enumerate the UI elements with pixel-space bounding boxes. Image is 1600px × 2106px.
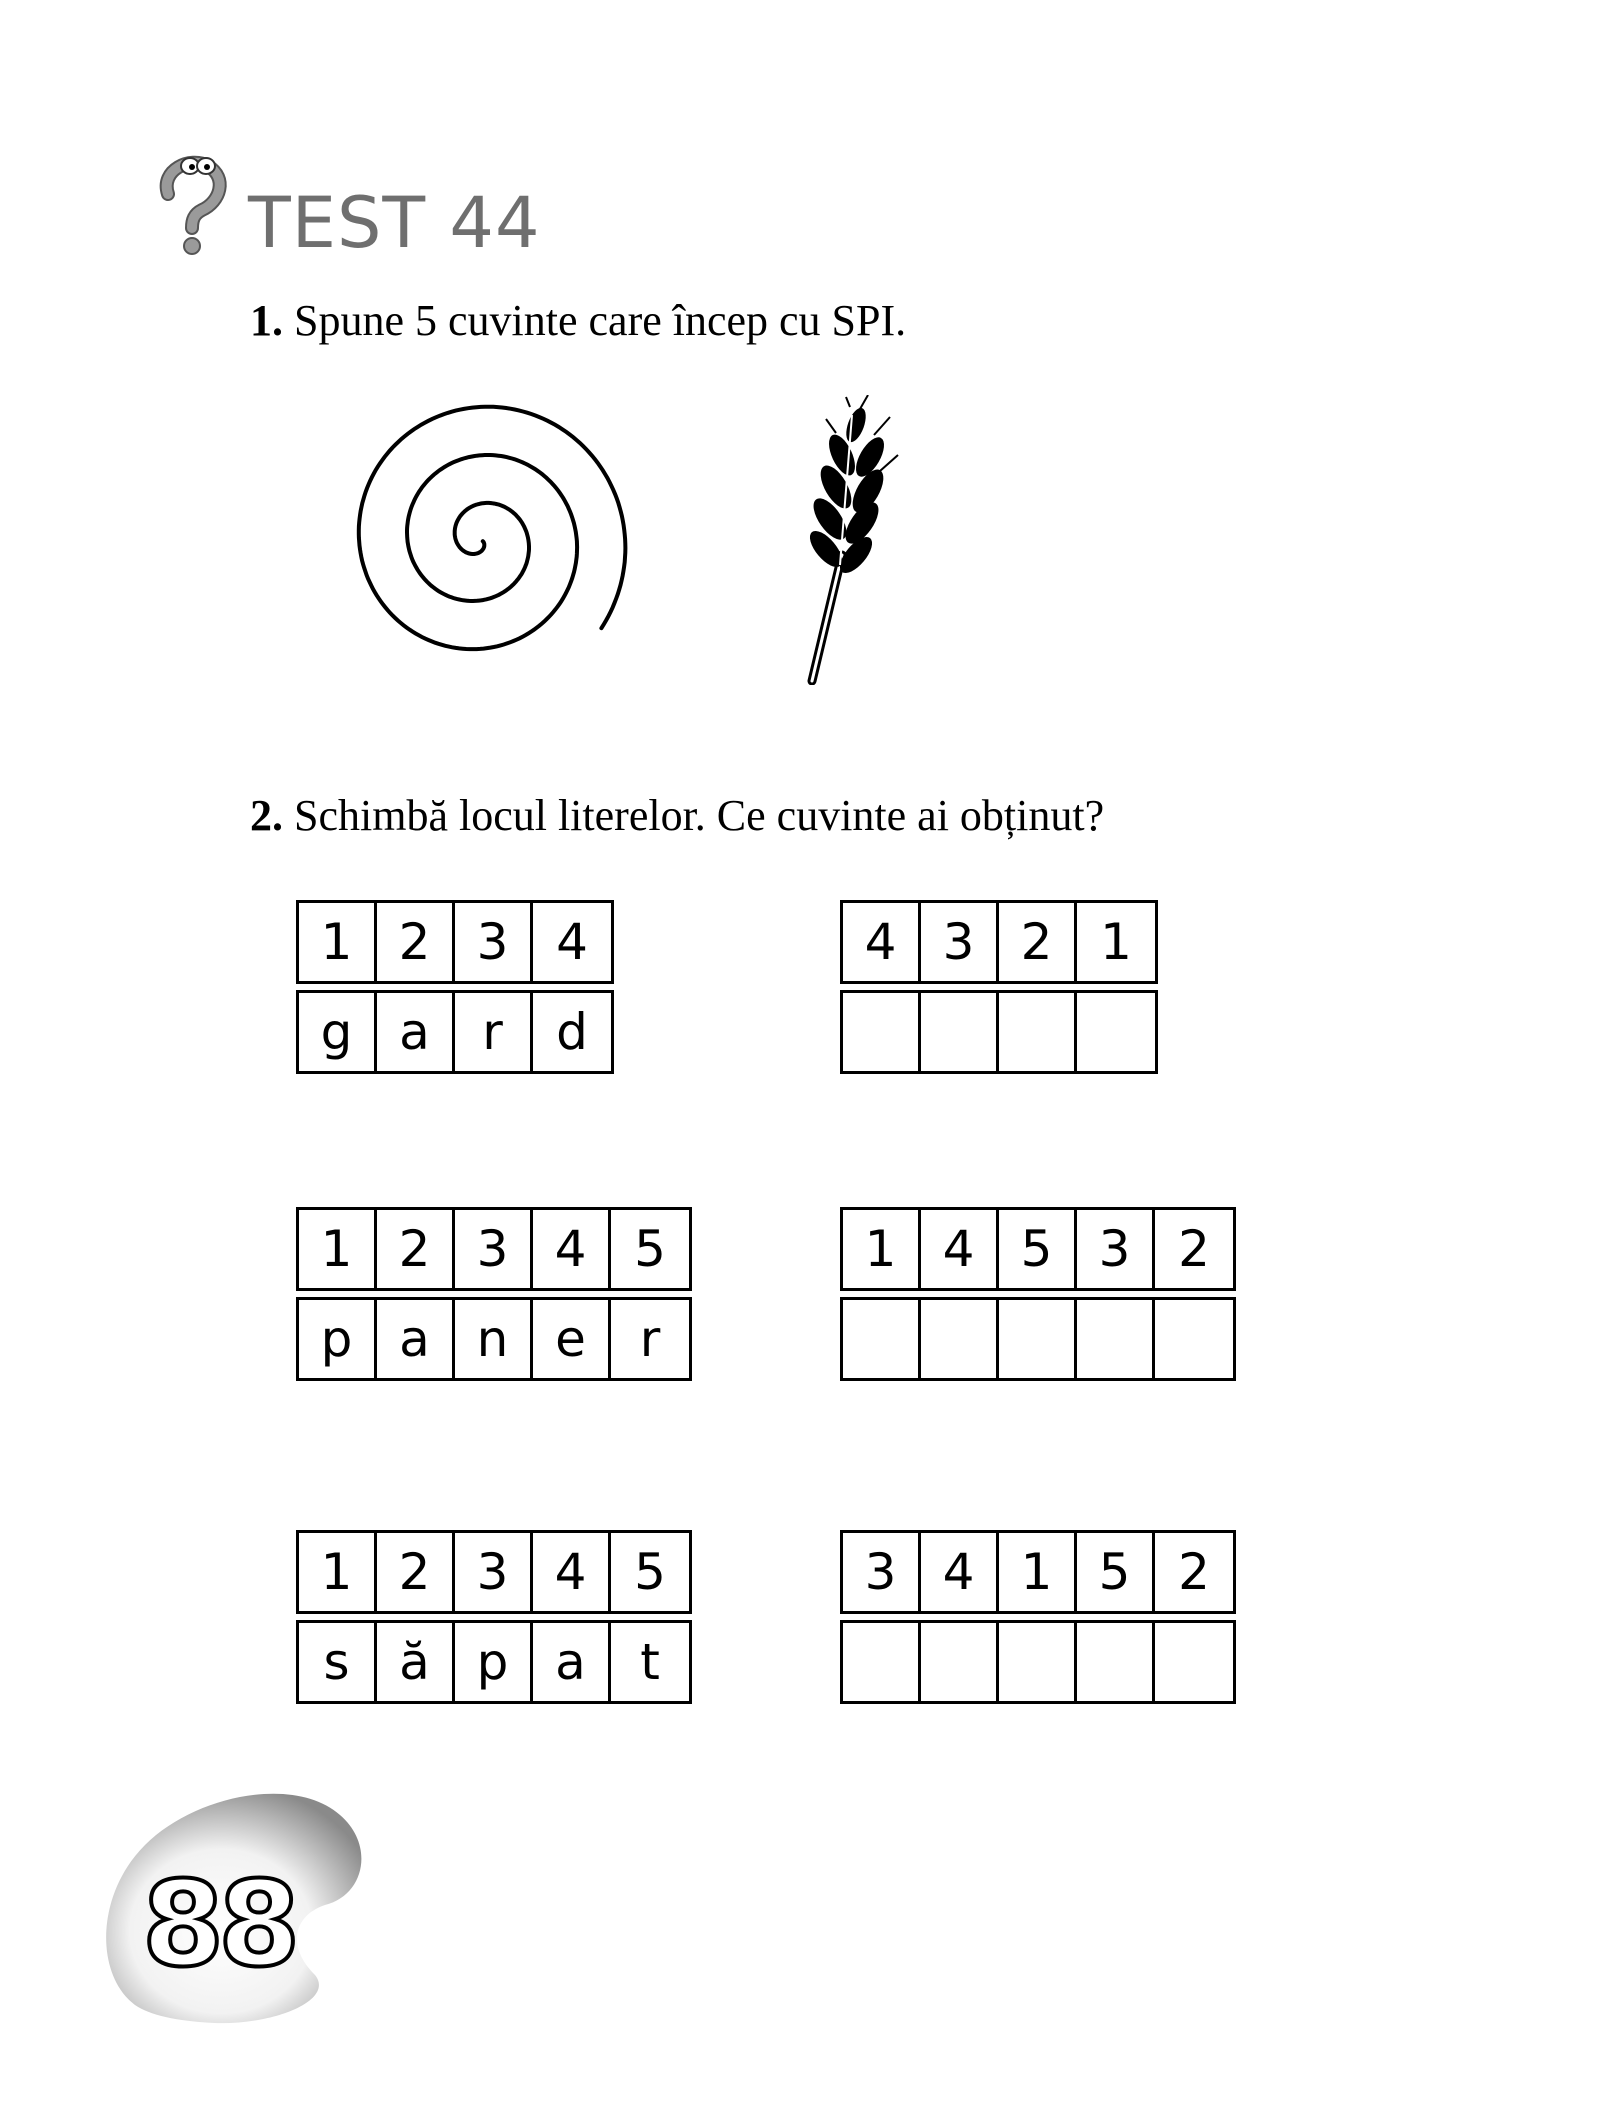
number-cell: 5	[1077, 1533, 1155, 1611]
letter-cell: a	[533, 1623, 611, 1701]
letter-cell: a	[377, 993, 455, 1071]
page-number: 88	[142, 1855, 295, 1993]
number-cell: 2	[377, 903, 455, 981]
number-cell: 4	[533, 1210, 611, 1288]
number-cell: 2	[377, 1210, 455, 1288]
question-mark-mascot-icon	[150, 150, 230, 260]
letter-cell: g	[299, 993, 377, 1071]
number-cell: 5	[634, 1220, 666, 1278]
letter-cell: r	[639, 1310, 661, 1368]
source-letter-row-2	[296, 1297, 692, 1381]
exercise-1-instruction	[250, 295, 906, 346]
letter-cell: d	[556, 1003, 588, 1061]
number-cell: 3	[843, 1533, 921, 1611]
number-cell: 1	[299, 903, 377, 981]
number-cell: 4	[921, 1210, 999, 1288]
answer-cell[interactable]	[999, 1300, 1077, 1378]
answer-cell[interactable]	[999, 1623, 1077, 1701]
letter-cell: p	[299, 1300, 377, 1378]
number-cell: 3	[455, 1210, 533, 1288]
answer-letter-row-1	[840, 990, 1158, 1074]
spiral-icon	[300, 385, 660, 695]
exercise-2-instruction	[250, 790, 1104, 841]
number-cell: 3	[455, 1533, 533, 1611]
answer-cell[interactable]	[843, 993, 921, 1071]
number-cell: 1	[999, 1533, 1077, 1611]
number-cell: 2	[377, 1533, 455, 1611]
number-cell: 3	[921, 903, 999, 981]
number-cell: 1	[1100, 913, 1132, 971]
number-cell: 2	[1178, 1220, 1210, 1278]
number-cell: 5	[999, 1210, 1077, 1288]
target-number-row-2	[840, 1207, 1236, 1291]
exercise-2-number: 2.	[250, 791, 283, 840]
answer-letter-row-3	[840, 1620, 1236, 1704]
answer-cell[interactable]	[921, 1623, 999, 1701]
letter-cell: p	[455, 1623, 533, 1701]
source-letter-row-1	[296, 990, 614, 1074]
number-cell: 2	[1178, 1543, 1210, 1601]
exercise-2-text: Schimbă locul literelor. Ce cuvinte ai obținut?	[283, 791, 1105, 840]
number-cell: 4	[556, 913, 588, 971]
exercise-1-number: 1.	[250, 296, 283, 345]
target-number-row-3	[840, 1530, 1236, 1614]
number-cell: 3	[1077, 1210, 1155, 1288]
answer-cell[interactable]	[1155, 1623, 1233, 1701]
number-cell: 1	[299, 1210, 377, 1288]
answer-cell[interactable]	[1077, 993, 1155, 1071]
letter-cell: n	[455, 1300, 533, 1378]
number-cell: 2	[999, 903, 1077, 981]
answer-cell[interactable]	[843, 1623, 921, 1701]
answer-cell[interactable]	[999, 993, 1077, 1071]
letter-cell: e	[533, 1300, 611, 1378]
answer-cell[interactable]	[921, 1300, 999, 1378]
test-title: TEST 44	[248, 182, 541, 264]
number-cell: 4	[533, 1533, 611, 1611]
letter-cell: r	[455, 993, 533, 1071]
letter-cell: t	[640, 1633, 660, 1691]
answer-cell[interactable]	[1077, 1623, 1155, 1701]
letter-cell: a	[377, 1300, 455, 1378]
answer-cell[interactable]	[1155, 1300, 1233, 1378]
source-letter-row-3	[296, 1620, 692, 1704]
source-number-row-3	[296, 1530, 692, 1614]
number-cell: 3	[455, 903, 533, 981]
source-number-row-1	[296, 900, 614, 984]
source-number-row-2	[296, 1207, 692, 1291]
answer-cell[interactable]	[921, 993, 999, 1071]
letter-cell: s	[299, 1623, 377, 1701]
number-cell: 5	[634, 1543, 666, 1601]
target-number-row-1	[840, 900, 1158, 984]
number-cell: 1	[299, 1533, 377, 1611]
number-cell: 4	[843, 903, 921, 981]
letter-cell: ă	[377, 1623, 455, 1701]
exercise-1-text: Spune 5 cuvinte care încep cu SPI.	[283, 296, 907, 345]
test-header	[150, 150, 570, 280]
wheat-ear-icon	[790, 395, 910, 685]
answer-cell[interactable]	[843, 1300, 921, 1378]
number-cell: 1	[843, 1210, 921, 1288]
answer-cell[interactable]	[1077, 1300, 1155, 1378]
answer-letter-row-2	[840, 1297, 1236, 1381]
number-cell: 4	[921, 1533, 999, 1611]
